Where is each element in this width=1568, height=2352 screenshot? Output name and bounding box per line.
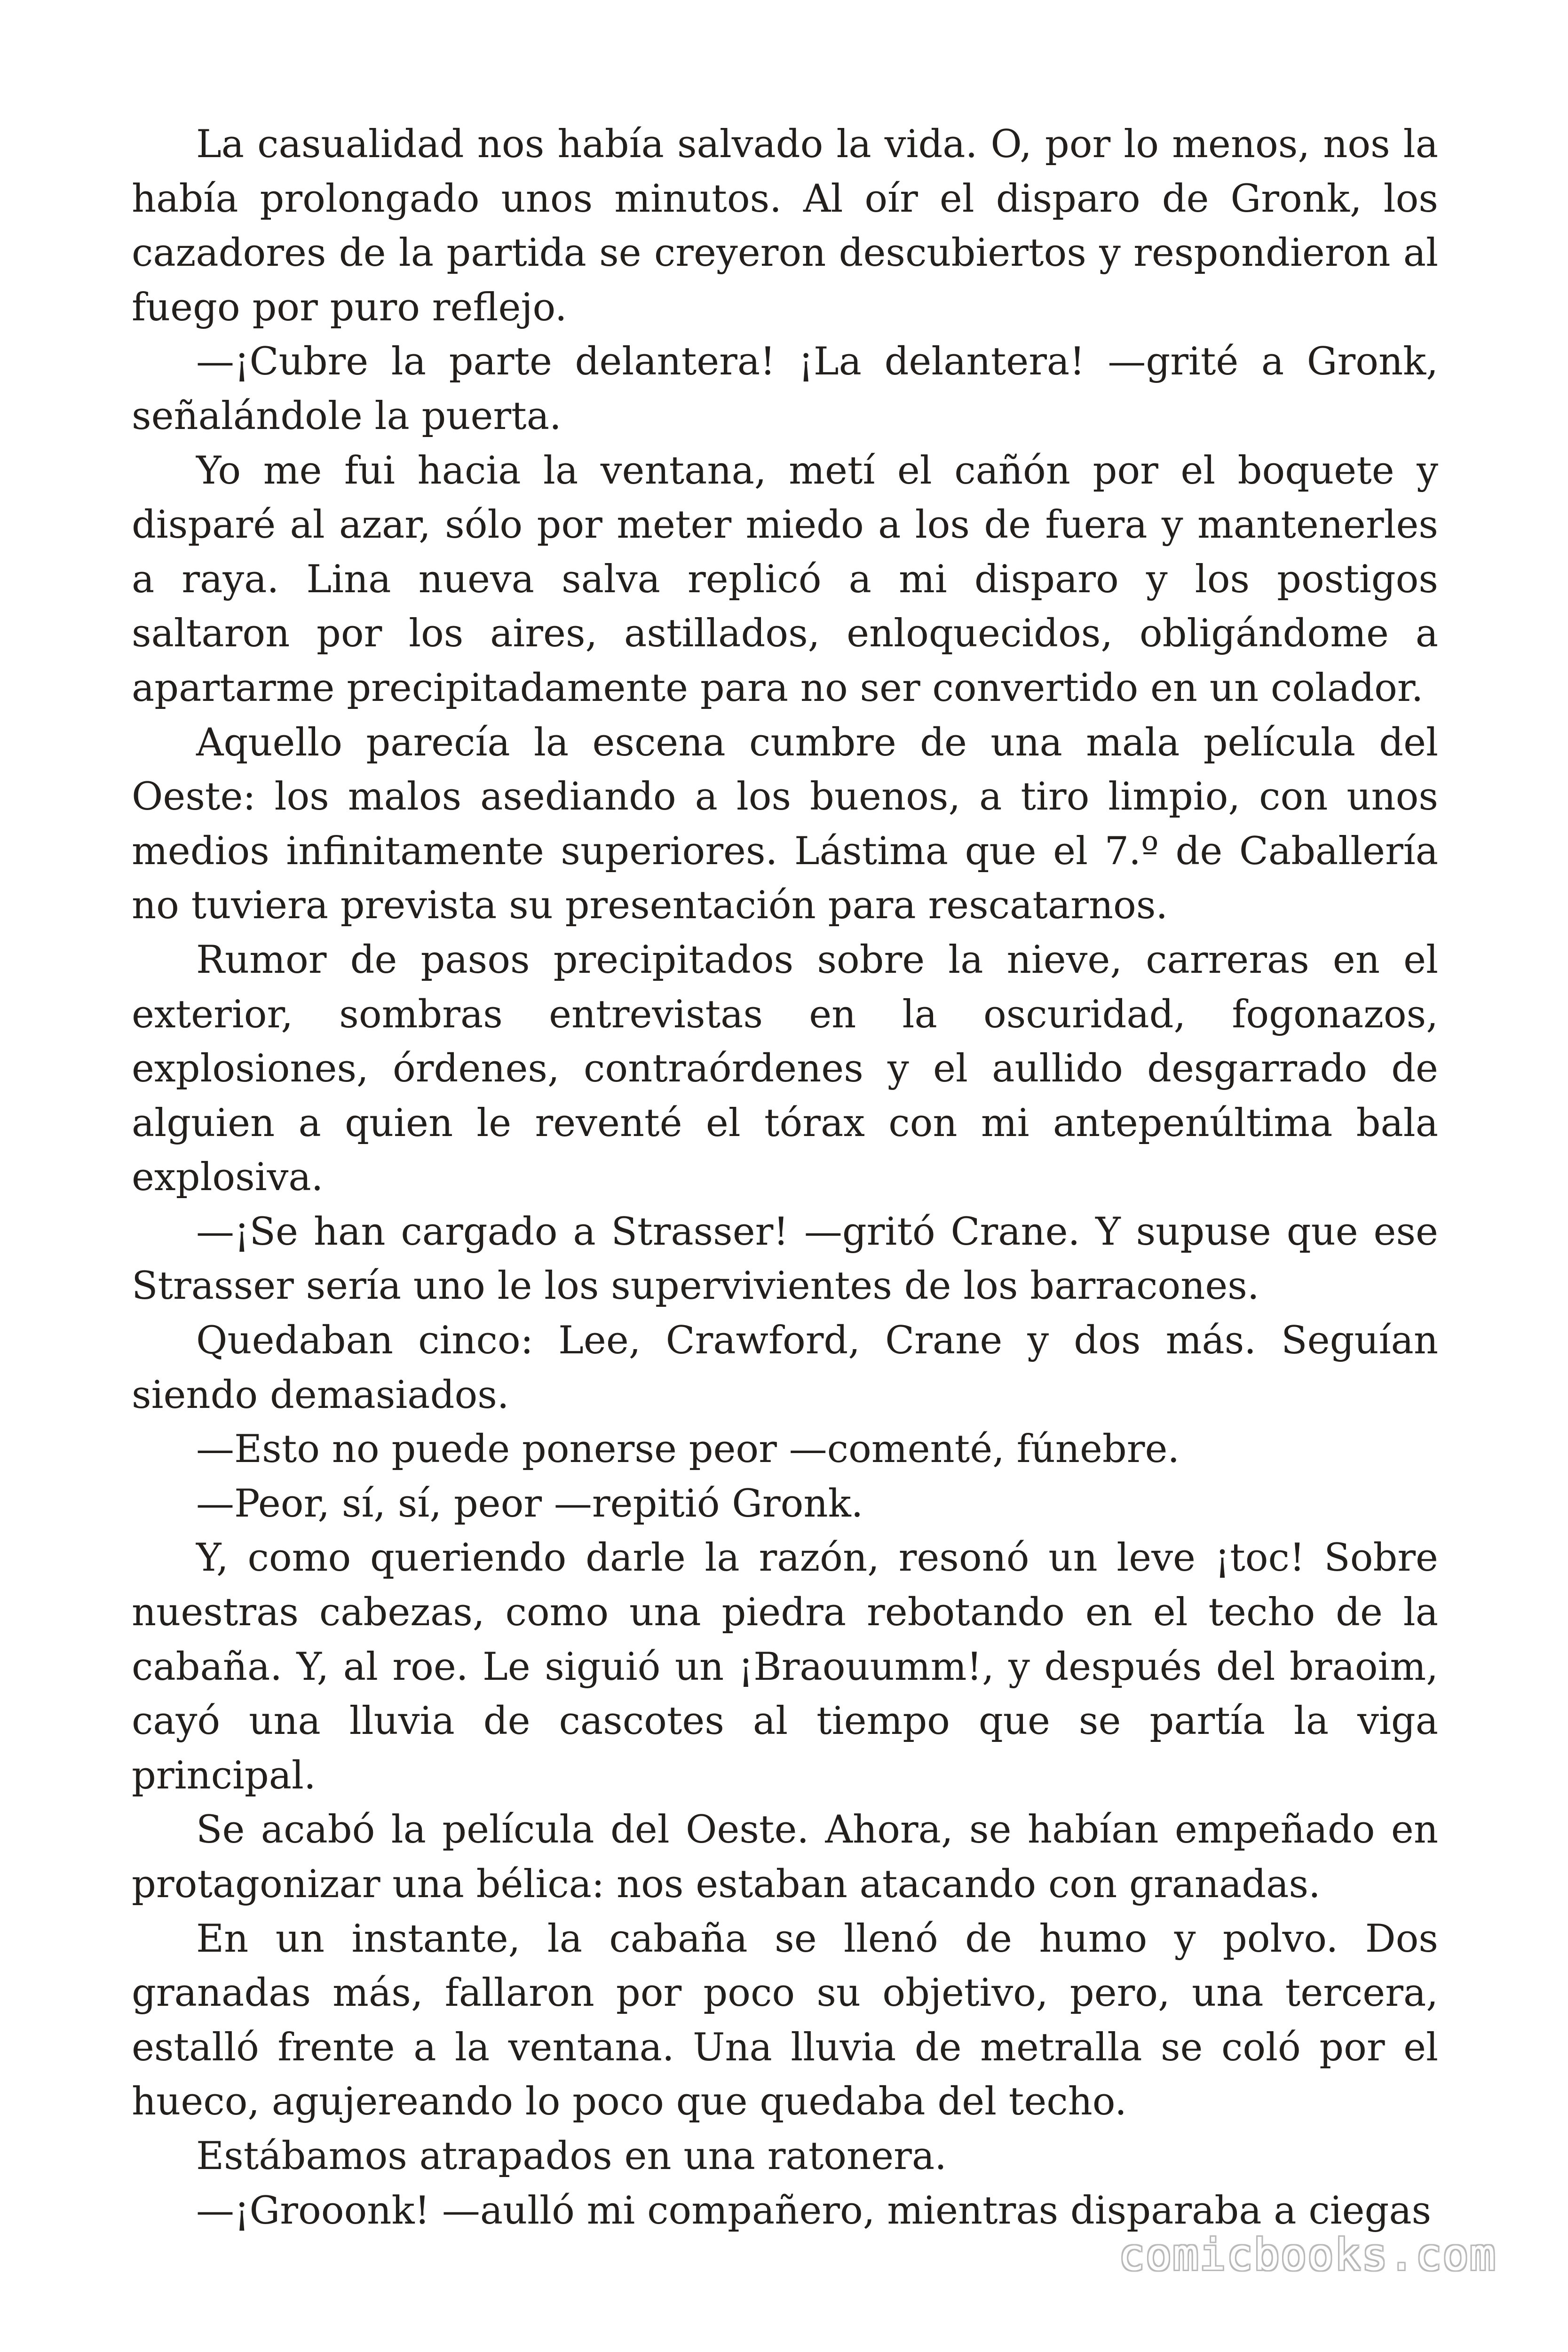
paragraph: Yo me fui hacia la ventana, metí el cañón por el boquete y disparé al azar, sólo por meter miedo a los de fuera y mantenerles a raya. Lina nueva salva replicó a mi disparo y los postigos saltaron por los aires, astillados, enloquecidos, obligándome a apartarme precipitadamente para no ser convertido en un colador. <box>132 448 1438 710</box>
paragraph: Estábamos atrapados en una ratonera. <box>196 2134 947 2178</box>
paragraph: —¡Cubre la parte delantera! ¡La delantera! —grité a Gronk, señalándole la puerta. <box>132 340 1438 438</box>
paragraph: —¡Se han cargado a Strasser! —gritó Crane. Y supuse que ese Strasser sería uno le los supervivientes de los barracones. <box>132 1209 1438 1309</box>
paragraph: En un instante, la cabaña se llenó de humo y polvo. Dos granadas más, fallaron por poco su objetivo, pero, una tercera, estalló frente a la ventana. Una lluvia de metralla se coló por el hueco, agujereando lo poco que quedaba del techo. <box>132 1916 1438 2124</box>
paragraph: —Peor, sí, sí, peor —repitió Gronk. <box>196 1481 863 1526</box>
paragraph: —Esto no puede ponerse peor —comenté, fúnebre. <box>196 1427 1180 1472</box>
paragraph: Se acabó la película del Oeste. Ahora, se habían empeñado en protagonizar una bélica: nos estaban atacando con granadas. <box>132 1808 1438 1907</box>
paragraph: Aquello parecía la escena cumbre de una mala película del Oeste: los malos asediando a los buenos, a tiro limpio, con unos medios infinitamente superiores. Lástima que el 7.º de Caballería no tuviera prevista su presentación para rescatarnos. <box>132 720 1438 928</box>
watermark: comicbooks.com <box>1118 2230 1497 2280</box>
paragraph: La casualidad nos había salvado la vida. O, por lo menos, nos la había prolongado unos minutos. Al oír el disparo de Gronk, los cazadores de la partida se creyeron descubiertos y respondieron al fuego por puro reflejo. <box>132 122 1438 330</box>
paragraph: Rumor de pasos precipitados sobre la nieve, carreras en el exterior, sombras entrevistas en la oscuridad, fogonazos, explosiones, órdenes, contraórdenes y el aullido desgarrado de alguien a quien le reventé el tórax con mi antepenúltima bala explosiva. <box>132 938 1438 1200</box>
paragraph: Y, como queriendo darle la razón, resonó un leve ¡toc! Sobre nuestras cabezas, como una piedra rebotando en el techo de la cabaña. Y, al roe. Le siguió un ¡Braouumm!, y después del braoim, cayó una lluvia de cascotes al tiempo que se partía la viga principal. <box>132 1536 1438 1798</box>
paragraph: Quedaban cinco: Lee, Crawford, Crane y dos más. Seguían siendo demasiados. <box>132 1319 1438 1417</box>
paragraph-last: —¡Grooonk! —aulló mi compañero, mientras disparaba a ciegas <box>196 2188 1432 2233</box>
page-body <box>132 118 1438 2238</box>
